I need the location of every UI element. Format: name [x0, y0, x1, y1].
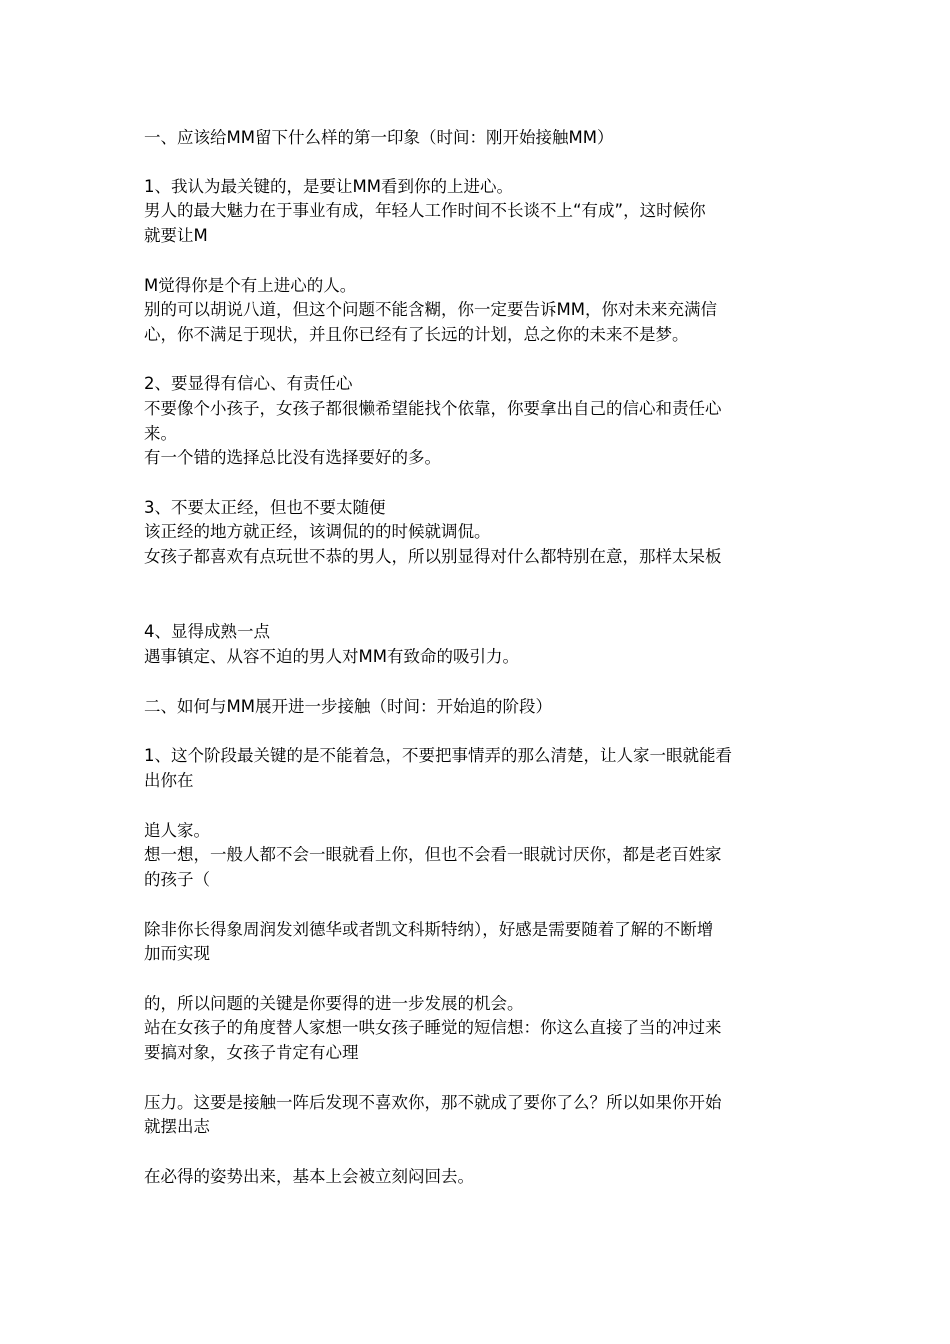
paragraph-line: 加而实现 [144, 944, 210, 963]
paragraph-line: 来。 [144, 424, 177, 443]
paragraph-line: 该正经的地方就正经，该调侃的的时候就调侃。 [144, 522, 491, 541]
paragraph-line: 出你在 [144, 771, 194, 790]
paragraph-line: 想一想，一般人都不会一眼就看上你，但也不会看一眼就讨厌你，都是老百姓家 [144, 845, 722, 864]
section-heading-2: 二、如何与MM展开进一步接触（时间：开始追的阶段） [144, 697, 552, 716]
paragraph-line: 遇事镇定、从容不迫的男人对MM有致命的吸引力。 [144, 647, 519, 666]
point-heading-1-1: 1、我认为最关键的，是要让MM看到你的上进心。 [144, 177, 513, 196]
paragraph-line: 心，你不满足于现状，并且你已经有了长远的计划，总之你的未来不是梦。 [144, 325, 689, 344]
paragraph-line: 压力。这要是接触一阵后发现不喜欢你，那不就成了要你了么？所以如果你开始 [144, 1093, 722, 1112]
point-heading-1-2: 2、要显得有信心、有责任心 [144, 374, 353, 393]
paragraph-line: 站在女孩子的角度替人家想一哄女孩子睡觉的短信想：你这么直接了当的冲过来 [144, 1018, 722, 1037]
point-heading-1-3: 3、不要太正经，但也不要太随便 [144, 498, 386, 517]
paragraph-line: 就要让M [144, 226, 208, 245]
paragraph-line: 就摆出志 [144, 1117, 210, 1136]
point-heading-2-1: 1、这个阶段最关键的是不能着急，不要把事情弄的那么清楚，让人家一眼就能看 [144, 746, 732, 765]
paragraph-line: 在必得的姿势出来，基本上会被立刻闷回去。 [144, 1167, 474, 1186]
paragraph-line: 除非你长得象周润发刘德华或者凯文科斯特纳），好感是需要随着了解的不断增 [144, 920, 714, 939]
paragraph-line: 别的可以胡说八道，但这个问题不能含糊，你一定要告诉MM，你对未来充满信 [144, 300, 717, 319]
paragraph-line: 追人家。 [144, 821, 210, 840]
point-heading-1-4: 4、显得成熟一点 [144, 622, 270, 641]
paragraph-line: M觉得你是个有上进心的人。 [144, 276, 357, 295]
paragraph-line: 不要像个小孩子，女孩子都很懒希望能找个依靠，你要拿出自己的信心和责任心 [144, 399, 722, 418]
paragraph-line: 的孩子（ [144, 870, 210, 889]
paragraph-line: 女孩子都喜欢有点玩世不恭的男人，所以别显得对什么都特别在意，那样太呆板 [144, 547, 722, 566]
paragraph-line: 的，所以问题的关键是你要得的进一步发展的机会。 [144, 994, 524, 1013]
section-heading-1: 一、应该给MM留下什么样的第一印象（时间：刚开始接触MM） [144, 128, 614, 147]
paragraph-line: 要搞对象，女孩子肯定有心理 [144, 1043, 359, 1062]
paragraph-line: 有一个错的选择总比没有选择要好的多。 [144, 448, 441, 467]
paragraph-line: 男人的最大魅力在于事业有成，年轻人工作时间不长谈不上“有成”，这时候你 [144, 201, 706, 220]
